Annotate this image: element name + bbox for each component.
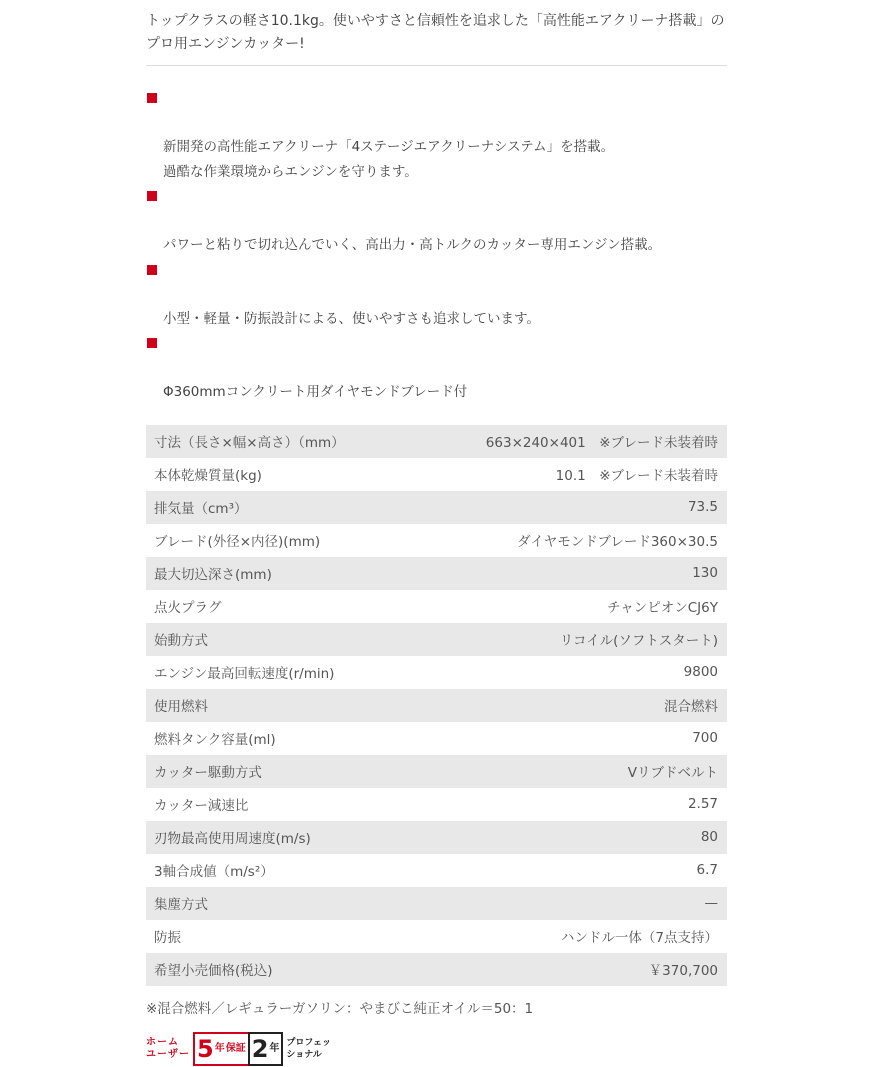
professional-warranty-unit: 年: [269, 1043, 280, 1054]
spec-row-dimensions: [146, 425, 727, 458]
spec-row-max-cut-depth: [146, 557, 727, 590]
red-square-bullet-icon: [147, 265, 157, 275]
spec-value: 700: [692, 730, 718, 746]
feature-item: [146, 184, 727, 258]
spec-label: 排気量（cm³）: [154, 501, 248, 517]
spec-row-reduction-ratio: [146, 788, 727, 821]
spec-label: 集塵方式: [154, 897, 208, 913]
spec-label: 寸法（長さ×幅×高さ）（mm）: [154, 435, 345, 451]
feature-item: [146, 86, 727, 184]
spec-row-anti-vibration: [146, 920, 727, 953]
spec-value: 80: [700, 829, 718, 845]
spec-row-fuel-tank: [146, 722, 727, 755]
intro-text: トップクラスの軽さ10.1kg。使いやすさと信頼性を追求した「高性能エアクリーナ搭載」の プロ用エンジンカッター!: [146, 0, 727, 66]
spec-value: 130: [692, 565, 718, 581]
spec-row-drive-method: [146, 755, 727, 788]
feature-item: [146, 258, 727, 332]
spec-row-fuel: [146, 689, 727, 722]
spec-label: カッター減速比: [154, 798, 249, 814]
spec-row-spark-plug: [146, 590, 727, 623]
spec-row-vibration: [146, 854, 727, 887]
spec-row-max-engine-speed: [146, 656, 727, 689]
warranty-label: 保証: [225, 1043, 246, 1054]
home-user-label: ホーム ユーザー: [146, 1036, 190, 1060]
spec-value: 10.1 ※ブレード未装着時: [555, 468, 718, 484]
spec-value: 2.57: [687, 796, 718, 812]
spec-label: 使用燃料: [154, 699, 208, 715]
spec-row-blade: [146, 524, 727, 557]
red-square-bullet-icon: [147, 93, 157, 103]
feature-item: [146, 331, 727, 405]
spec-value: Vリブドベルト: [627, 765, 718, 781]
spec-label: 始動方式: [154, 633, 208, 649]
spec-value: 9800: [683, 664, 718, 680]
fuel-mix-note: ※混合燃料／レギュラーガソリン：やまびこ純正オイル＝50：1: [146, 1000, 534, 1017]
spec-label: 燃料タンク容量(ml): [154, 732, 276, 748]
red-square-bullet-icon: [147, 191, 157, 201]
spec-label: エンジン最高回転速度(r/min): [154, 666, 335, 682]
spec-value: チャンピオンCJ6Y: [607, 600, 718, 616]
spec-value: —: [704, 895, 718, 911]
spec-row-displacement: [146, 491, 727, 524]
spec-row-price: [146, 953, 727, 986]
spec-row-dust-collection: [146, 887, 727, 920]
product-description: [146, 0, 727, 1067]
professional-label: プロフェッ ショナル: [286, 1037, 331, 1060]
spec-label: ブレード(外径×内径)(mm): [154, 534, 321, 550]
spec-row-starting-method: [146, 623, 727, 656]
spec-label: 防振: [154, 930, 181, 946]
spec-label: 3軸合成値（m/s²）: [154, 864, 274, 880]
home-user-warranty-years: 5: [197, 1034, 214, 1063]
spec-table: [146, 425, 727, 986]
professional-warranty-years: 2: [251, 1034, 269, 1063]
feature-text: 新開発の高性能エアクリーナ「4ステージエアクリーナシステム」を搭載。 過酷な作業環境からエンジンを守ります。: [163, 139, 615, 180]
spec-label: 希望小売価格(税込): [154, 963, 273, 979]
spec-value: 混合燃料: [664, 699, 718, 715]
warranty-badge: [146, 1031, 727, 1067]
professional-warranty-box: [248, 1032, 284, 1066]
spec-value: 663×240×401 ※ブレード未装着時: [485, 435, 718, 451]
home-user-warranty-box: [193, 1032, 250, 1066]
spec-label: 本体乾燥質量(kg): [154, 468, 262, 484]
feature-text: 小型・軽量・防振設計による、使いやすさも追求しています。: [163, 310, 540, 327]
spec-value: ハンドル一体（7点支持）: [560, 930, 718, 946]
spec-value: リコイル(ソフトスタート): [559, 633, 718, 649]
spec-value: 73.5: [687, 499, 718, 515]
spec-label: 最大切込深さ(mm): [154, 567, 272, 583]
spec-label: 点火プラグ: [154, 600, 222, 616]
feature-text: パワーと粘りで切れ込んでいく、高出力・高トルクのカッター専用エンジン搭載。: [163, 237, 662, 253]
spec-row-dry-weight: [146, 458, 727, 491]
feature-list: [146, 86, 727, 405]
spec-label: カッター駆動方式: [154, 765, 262, 781]
feature-text: Φ360mmコンクリート用ダイヤモンドブレード付: [163, 384, 468, 400]
red-square-bullet-icon: [147, 338, 157, 348]
home-user-warranty-unit: 年: [214, 1043, 225, 1054]
spec-row-peripheral-speed: [146, 821, 727, 854]
spec-value: ダイヤモンドブレード360×30.5: [517, 534, 718, 550]
spec-value: 6.7: [696, 862, 718, 878]
spec-value: ￥370,700: [648, 963, 718, 979]
spec-label: 刃物最高使用周速度(m/s): [154, 831, 311, 847]
